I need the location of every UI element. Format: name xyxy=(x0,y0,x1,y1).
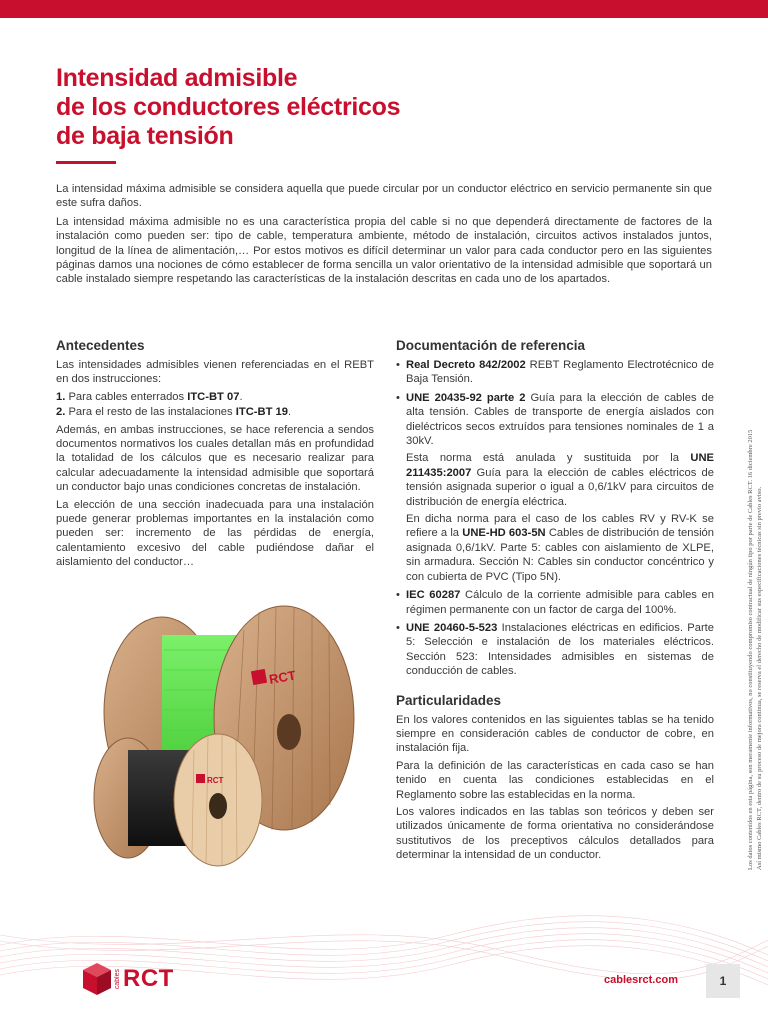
particularidades-heading: Particularidades xyxy=(396,692,502,708)
item-2-code: ITC-BT 19 xyxy=(235,406,288,419)
ref-2-note-1-code: UNE 211435:2007 xyxy=(406,452,714,479)
item-2-number: 2. xyxy=(56,406,66,419)
small-reel-logo-text: RCT xyxy=(207,776,224,785)
top-accent-bar xyxy=(0,0,768,18)
reference-list xyxy=(396,358,714,679)
ref-2-note-1: Esta norma está anulada y sustituida por la UNE 211435:2007 Guía para la elección de cables eléctricos de tensión asignada superior o igual a 0,6/1kV para circuitos de distribución de energía eléctrica. xyxy=(406,452,714,508)
vertical-disclaimer xyxy=(726,310,766,870)
title-line-1: Intensidad admisible xyxy=(56,64,298,92)
page-title xyxy=(56,64,576,151)
reference-item xyxy=(396,621,714,679)
antecedentes-paragraph-3: La elección de una sección inadecuada para una instalación puede generar problemas importantes en la instalación como pueden ser: incremento de las pérdidas de energía, calentamiento excesivo del cable pudiéndose dañar el aislamiento del conductor… xyxy=(56,498,374,569)
company-logo xyxy=(82,962,174,996)
ref-1-text: REBT Reglamento Electrotécnico de Baja Tensión. xyxy=(406,359,714,386)
reference-item xyxy=(396,358,714,387)
intro-paragraph-1: La intensidad máxima admisible se considera aquella que puede circular por un conductor eléctrico en servicio permanente sin que este sufra daños. xyxy=(56,183,712,210)
right-column xyxy=(396,338,714,866)
page-number: 1 xyxy=(706,964,740,998)
intro-section xyxy=(56,182,712,291)
cable-reels-illustration xyxy=(84,600,364,870)
antecedentes-item-1 xyxy=(56,390,374,404)
left-column xyxy=(56,338,374,573)
title-line-2: de los conductores eléctricos xyxy=(56,93,401,121)
title-line-3: de baja tensión xyxy=(56,122,234,150)
item-1-number: 1. xyxy=(56,390,66,403)
particularidades-paragraph-2: Para la definición de las características en cada caso se han tenido en cuenta las condiciones establecidas en el Reglamento sobre las establecidas en la norma. xyxy=(396,759,714,801)
small-reel-hub xyxy=(209,793,227,819)
documentacion-heading: Documentación de referencia xyxy=(396,338,586,353)
reel-logo-cube xyxy=(251,669,267,685)
antecedentes-paragraph-1: Las intensidades admisibles vienen referenciadas en el REBT en dos instrucciones: xyxy=(56,359,374,386)
ref-1-code: Real Decreto 842/2002 xyxy=(406,359,526,371)
item-1-code: ITC-BT 07 xyxy=(187,390,240,403)
reference-item xyxy=(396,588,714,617)
item-2-end: . xyxy=(287,406,292,419)
intro-paragraph-2: La intensidad máxima admisible no es una característica propia del cable si no que dependerá directamente de factores de la instalación como pueden ser: tipo de cable, temperatura ambiente, método de instalación, circuitos activos instalados juntos, longitud de la línea de alimentación,… Por estos motivos es difícil determinar un valor para cada conductor pero en las siguientes páginas damos una nociones de cómo establecer de forma sencilla un valor orientativo de la intensidad admisible que soportará un cable instalado siempre respetando las características de la instalación descritas en cada uno de los apartados. xyxy=(56,215,712,286)
title-underline xyxy=(56,161,116,164)
ref-3-text: Cálculo de la corriente admisible para cables en régimen permanente con un factor de carga del 100%. xyxy=(406,589,714,616)
ref-4-text: Instalaciones eléctricas en edificios. Parte 5: Selección e instalación de los materiales eléctricos. Sección 523: Intensidades admisibles en sistemas de conducción de cables. xyxy=(406,621,714,678)
reference-item xyxy=(396,391,714,584)
item-1-text: Para cables enterrados xyxy=(65,390,188,403)
antecedentes-paragraph-2: Además, en ambas instrucciones, se hace referencia a sendos documentos normativos los cuales detallan más en profundidad la totalidad de los cálculos que es necesario realizar para calcular adecuadamente la intensidad admisible que soportará un conductor bajo unas condiciones concretas de instalación. xyxy=(56,423,374,494)
particularidades-paragraph-1: En los valores contenidos en las siguientes tablas se ha tenido siempre en consideración cables de conductor de cobre, en instalación fija. xyxy=(396,713,714,755)
ref-2-note-2: En dicha norma para el caso de los cables RV y RV-K se refiere a la UNE-HD 603-5N Cables de distribución de tensión asignada 0,6/1kV. Parte 5: cables con aislamiento de XLPE, sin armadura. Sección N: Cables sin conductor concéntrico y con cubierta de PVC (Tipo 5N). xyxy=(406,513,714,583)
logo-text: RCT xyxy=(123,965,174,992)
item-2-text: Para el resto de las instalaciones xyxy=(65,406,236,419)
disclaimer-text xyxy=(746,430,764,870)
ref-3-code: IEC 60287 xyxy=(406,589,461,602)
ref-4-code: UNE 20460-5-523 xyxy=(406,621,498,634)
disclaimer-line-1: Los datos contenidos en esta página, son meramente informativos, no constituyendo compromiso contractual de ningún tipo por parte de Cables RCT. 16 diciembre 2015 xyxy=(747,429,754,870)
disclaimer-line-2: Así mismo Cables RCT, dentro de su proceso de mejora continua, se reserva el derecho de modificar sus especificaciones técnicas sin previo aviso. xyxy=(756,486,763,870)
reel-logo-text: RCT xyxy=(267,667,297,687)
logo-small-text: cables xyxy=(114,968,121,990)
ref-2-text: Guía para la elección de cables de alta tensión. Cables de transporte de energía aislados con dieléctricos secos extruídos para tensiones nominales de 1 a 30kV. xyxy=(406,391,714,448)
cable-reels-image xyxy=(84,600,364,870)
antecedentes-item-2 xyxy=(56,405,374,419)
logo-cube-icon xyxy=(82,962,112,996)
antecedentes-heading: Antecedentes xyxy=(56,338,145,353)
small-reel-logo-cube xyxy=(196,774,205,783)
ref-2-note-2-code: UNE-HD 603-5N xyxy=(462,527,546,540)
item-1-end: . xyxy=(239,390,243,403)
particularidades-paragraph-3: Los valores indicados en las tablas son teóricos y deben ser utilizados únicamente de forma orientativa no considerándose sustitutivos de los preceptivos cálculos detallados para determinar la intensidad de un conductor. xyxy=(396,805,714,862)
website-link[interactable]: cablesrct.com xyxy=(604,974,678,986)
ref-2-code: UNE 20435-92 parte 2 xyxy=(406,391,526,404)
large-reel-hub xyxy=(277,714,301,750)
